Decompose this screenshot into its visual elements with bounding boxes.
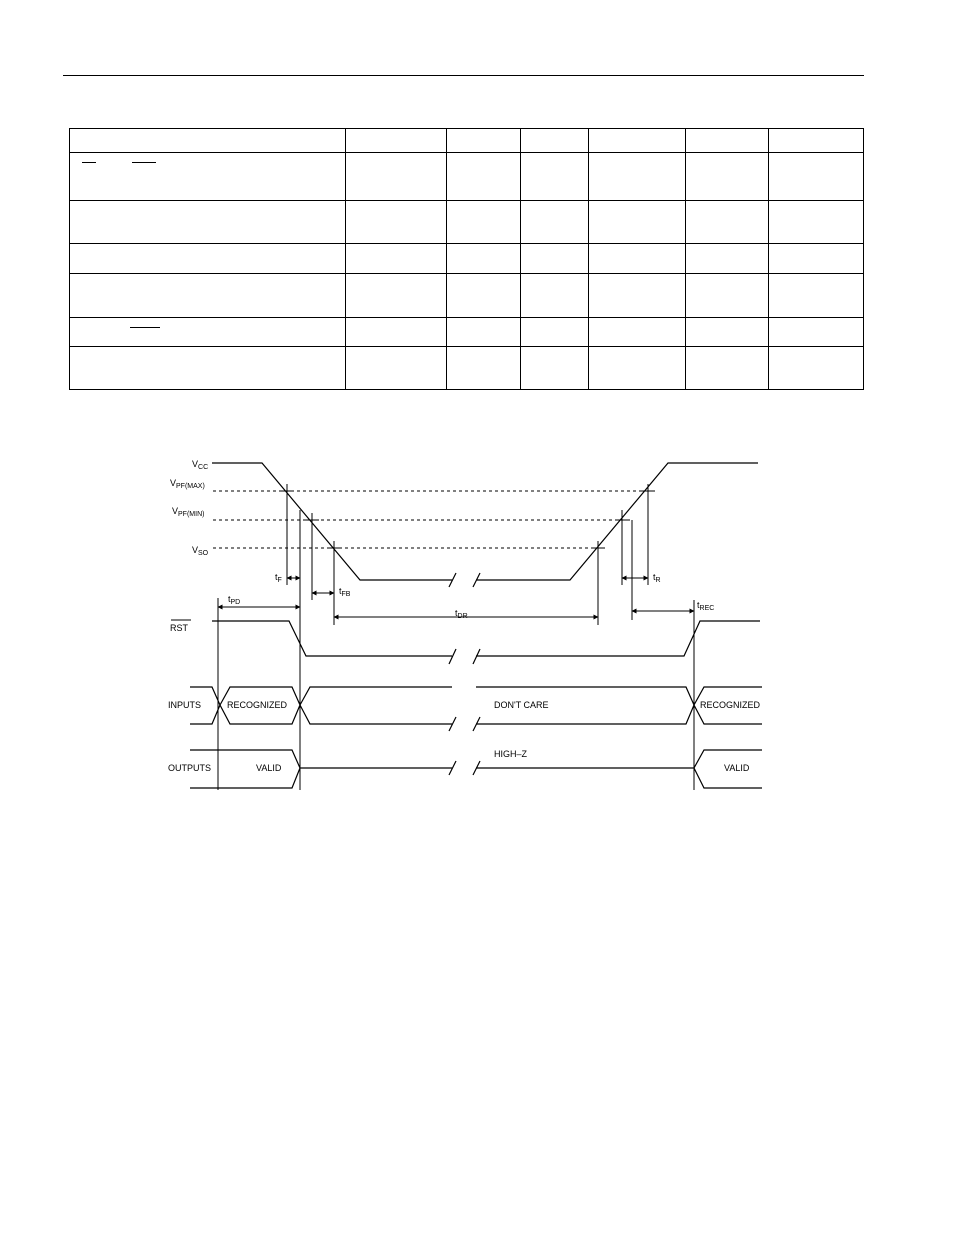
tdr-label: $t_{DR}$: [455, 608, 468, 620]
recognized-left-label: RECOGNIZED: [227, 700, 288, 710]
vpfmax-label: $V_{PF(MAX)}$: [170, 478, 205, 490]
vcc-label: $V_{CC}$: [192, 459, 209, 471]
vcc-waveform-right: [476, 463, 758, 580]
valid-left-label: VALID: [256, 763, 282, 773]
tf-label: $t_F$: [275, 572, 282, 584]
outputs-label: OUTPUTS: [168, 763, 212, 773]
inputs-label: INPUTS: [168, 700, 202, 710]
rst-waveform-left: [212, 621, 452, 656]
rst-waveform-right: [476, 621, 760, 656]
vso-label: $V_{SO}$: [192, 545, 209, 557]
trec-label: $t_{REC}$: [697, 600, 715, 612]
dont-care-label: DON'T CARE: [494, 700, 549, 710]
vpfmin-label: $V_{PF(MIN)}$: [172, 506, 205, 518]
high-z-label: HIGH–Z: [494, 749, 528, 759]
tfb-label: $t_{FB}$: [339, 586, 351, 598]
tpd-label: $t_{PD}$: [228, 594, 241, 606]
rst-label: RST: [170, 623, 188, 633]
vcc-waveform-left: [212, 463, 452, 580]
recognized-right-label: RECOGNIZED: [700, 700, 761, 710]
tr-label: $t_R$: [653, 572, 661, 584]
valid-right-label: VALID: [724, 763, 750, 773]
